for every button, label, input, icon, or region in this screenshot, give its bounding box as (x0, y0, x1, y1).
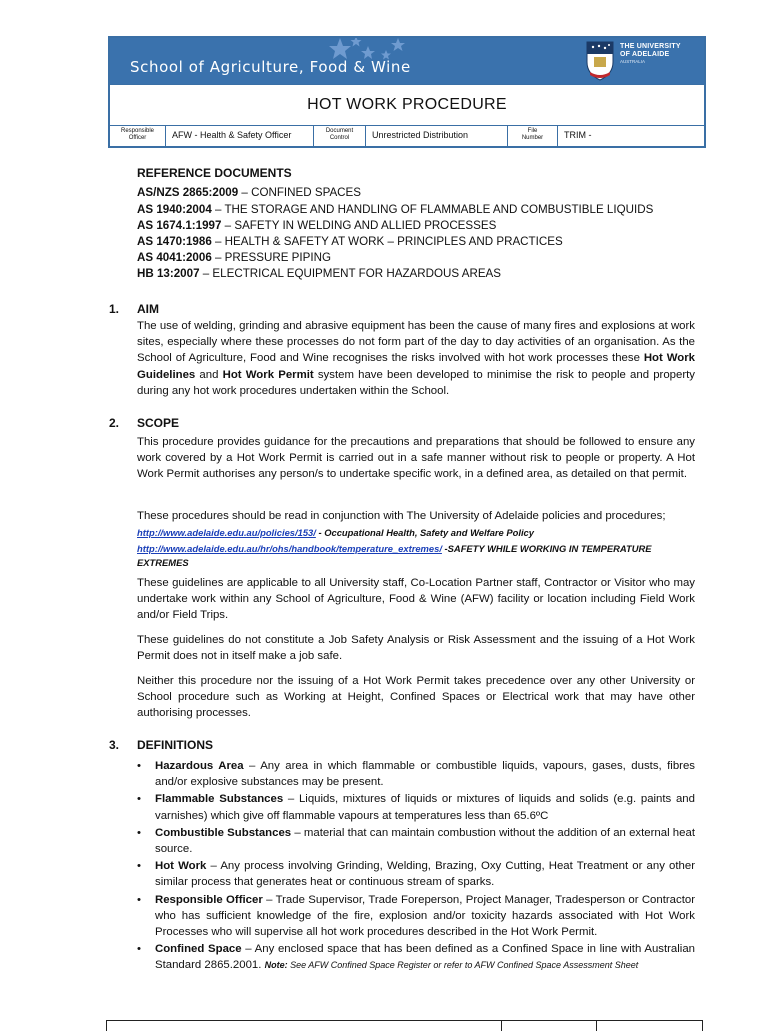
reference-code: AS 1940:2004 (137, 203, 212, 216)
scope-paragraph: Neither this procedure nor the issuing of a Hot Work Permit takes precedence over any other University or School procedure such as Working at Height, Confined Spaces or Electrical work that may have other authorising processes. (137, 675, 695, 720)
title-row (110, 84, 704, 126)
definition-item (137, 758, 695, 790)
scope-paragraph: This procedure provides guidance for the precautions and preparations that should be followed to ensure any work covered by a Hot Work Permit is carried out in a safe manner without risk to people or property. A Hot Work Permit authorises any person/s to undertake specific work, in a defined area, as detailed on that permit. (137, 436, 695, 481)
banner-title: School of Agriculture, Food & Wine (130, 58, 411, 76)
crest-icon (584, 40, 616, 82)
definition-text: – Liquids, mixtures of liquids or mixtures of liquids and solids (e.g. paints and varnishes) which give off flammable vapours at temperatures less than 65.6ºC (155, 793, 695, 822)
university-name-line-1: THE UNIVERSITY (620, 43, 681, 50)
reference-title: – PRESSURE PIPING (211, 251, 331, 264)
aim-bold-term: Hot Work Guidelines (137, 352, 695, 381)
aim-bold-term: Hot Work Permit (222, 368, 314, 381)
definition-term: Hazardous Area (155, 760, 244, 772)
file-number-value: TRIM - (564, 130, 592, 140)
table-divider (501, 1021, 502, 1031)
aim-text: and (195, 368, 223, 381)
scope-heading: SCOPE (137, 416, 180, 430)
doc-control-label-line-2: Control (329, 135, 350, 141)
policy-link-label: - Occupational Health, Safety and Welfare Policy (315, 527, 534, 538)
university-logo (584, 40, 700, 82)
bullet-icon: • (137, 793, 141, 806)
reference-title: – THE STORAGE AND HANDLING OF FLAMMABLE AND COMBUSTIBLE LIQUIDS (211, 203, 654, 216)
reference-item (137, 186, 361, 199)
policy-link[interactable]: http://www.adelaide.edu.au/policies/153/ (137, 527, 316, 538)
aim-text: system have been developed to minimise the risk to people and property during any hot work procedures undertaken within the School. (137, 368, 695, 397)
reference-code: HB 13:2007 (137, 267, 200, 280)
document-title: HOT WORK PROCEDURE (307, 96, 507, 113)
definition-term: Responsible Officer (155, 893, 263, 906)
doc-control-label-line-1: Document (325, 128, 354, 134)
university-subtitle: AUSTRALIA (620, 59, 646, 64)
definition-text: – Trade Supervisor, Trade Foreperson, Project Manager, Tradesperson or Contractor who has sufficient knowledge of the fire, explosion and/or toxicity hazards associated with Hot Work Processes who will supervise all hot work procedures described in the Hot Work Permit. (155, 893, 695, 939)
definition-term: Hot Work (155, 860, 207, 873)
definition-text: – Any enclosed space that has been defined as a Confined Space in line with Australian Standard 2865.2001. (155, 943, 695, 972)
definition-text: – Any area in which flammable or combustible liquids, vapours, gases, dusts, fibres and/or explosive substances may be present. (155, 760, 695, 789)
reference-code: AS 1470:1986 (137, 235, 212, 248)
reference-title: – HEALTH & SAFETY AT WORK – PRINCIPLES AND PRACTICES (211, 235, 563, 248)
file-number-label (508, 125, 558, 146)
reference-code: AS/NZS 2865:2009 (137, 186, 239, 199)
definition-item (137, 791, 695, 823)
definition-item (137, 825, 695, 857)
reference-documents-heading: REFERENCE DOCUMENTS (137, 166, 292, 180)
bullet-icon: • (137, 826, 141, 839)
table-divider (702, 1021, 703, 1031)
document-control-label (314, 125, 366, 146)
table-divider (106, 1021, 107, 1031)
reference-title: – CONFINED SPACES (238, 186, 362, 199)
aim-heading: AIM (137, 302, 159, 316)
definition-term: Flammable Substances (155, 793, 284, 806)
meta-row (110, 125, 704, 146)
policy-link-line (137, 543, 697, 554)
scope-number: 2. (109, 416, 120, 430)
bullet-icon: • (137, 860, 141, 873)
definitions-list (137, 758, 695, 975)
scope-paragraph: These guidelines are applicable to all University staff, Co-Location Partner staff, Contractor or Visitor who may undertake work within any School of Agriculture, Food & Wine (AFW) facility or location including Field Work and/or Field Trips. (137, 577, 695, 622)
document-header (108, 36, 706, 148)
policy-link-line (137, 557, 697, 568)
responsible-officer-value: AFW - Health & Safety Officer (166, 125, 314, 146)
file-label-line-1: File (527, 128, 538, 134)
definition-item (137, 892, 695, 941)
temperature-link[interactable]: http://www.adelaide.edu.au/hr/ohs/handbook/temperature_extremes/ (137, 543, 442, 554)
reference-item (137, 235, 563, 248)
policy-link-label: EXTREMES (137, 557, 189, 568)
definition-term: Confined Space (155, 943, 242, 956)
university-name-line-2: OF ADELAIDE (620, 51, 670, 58)
definition-item (137, 941, 695, 973)
reference-title: – SAFETY IN WELDING AND ALLIED PROCESSES (221, 219, 497, 232)
reference-item (137, 251, 331, 264)
reference-title: – ELECTRICAL EQUIPMENT FOR HAZARDOUS AREAS (199, 267, 502, 280)
definition-text: – Any process involving Grinding, Welding, Brazing, Oxy Cutting, Heat Treatment or any other similar process that generates heat or continuous stream of sparks. (155, 860, 695, 889)
responsible-officer-label (110, 125, 166, 146)
bullet-icon: • (137, 893, 141, 906)
note-label: Note: (264, 960, 288, 971)
scope-paragraph: These guidelines do not constitute a Job Safety Analysis or Risk Assessment and the issuing of a Hot Work Permit does not in itself make a job safe. (137, 634, 695, 663)
definition-text: – material that can maintain combustion without the addition of an external heat source. (155, 826, 695, 856)
table-divider (596, 1021, 597, 1031)
school-banner (110, 38, 704, 84)
bullet-icon: • (137, 760, 141, 772)
policy-link-line (137, 527, 697, 538)
university-name (620, 43, 681, 59)
bullet-icon: • (137, 943, 141, 956)
definition-term: Combustible Substances (155, 826, 292, 839)
definitions-number: 3. (109, 738, 120, 752)
responsible-label-line-2: Officer (128, 135, 147, 141)
note-text: See AFW Confined Space Register or refer to AFW Confined Space Assessment Sheet (287, 960, 639, 971)
definition-item (137, 858, 695, 890)
aim-number: 1. (109, 302, 120, 316)
footer-table-edge (106, 1020, 703, 1031)
responsible-label-line-1: Responsible (120, 128, 155, 134)
scope-paragraph: These procedures should be read in conjunction with The University of Adelaide policies and procedures; (137, 510, 666, 522)
reference-code: AS 4041:2006 (137, 251, 212, 264)
policy-link-label: -SAFETY WHILE WORKING IN TEMPERATURE (441, 543, 652, 554)
aim-paragraph (137, 318, 695, 399)
file-label-line-2: Number (521, 135, 544, 141)
reference-item (137, 267, 501, 280)
reference-item (137, 203, 653, 216)
definitions-heading: DEFINITIONS (137, 738, 214, 752)
document-control-value: Unrestricted Distribution (366, 125, 508, 146)
aim-text: The use of welding, grinding and abrasive equipment has been the cause of many fires and explosions at work sites, especially where these processes do not form part of the day to day activities of an organisation. As the School of Agriculture, Food and Wine recognises the risks involved with hot work processes these (137, 320, 695, 365)
reference-item (137, 219, 496, 232)
reference-code: AS 1674.1:1997 (137, 219, 222, 232)
